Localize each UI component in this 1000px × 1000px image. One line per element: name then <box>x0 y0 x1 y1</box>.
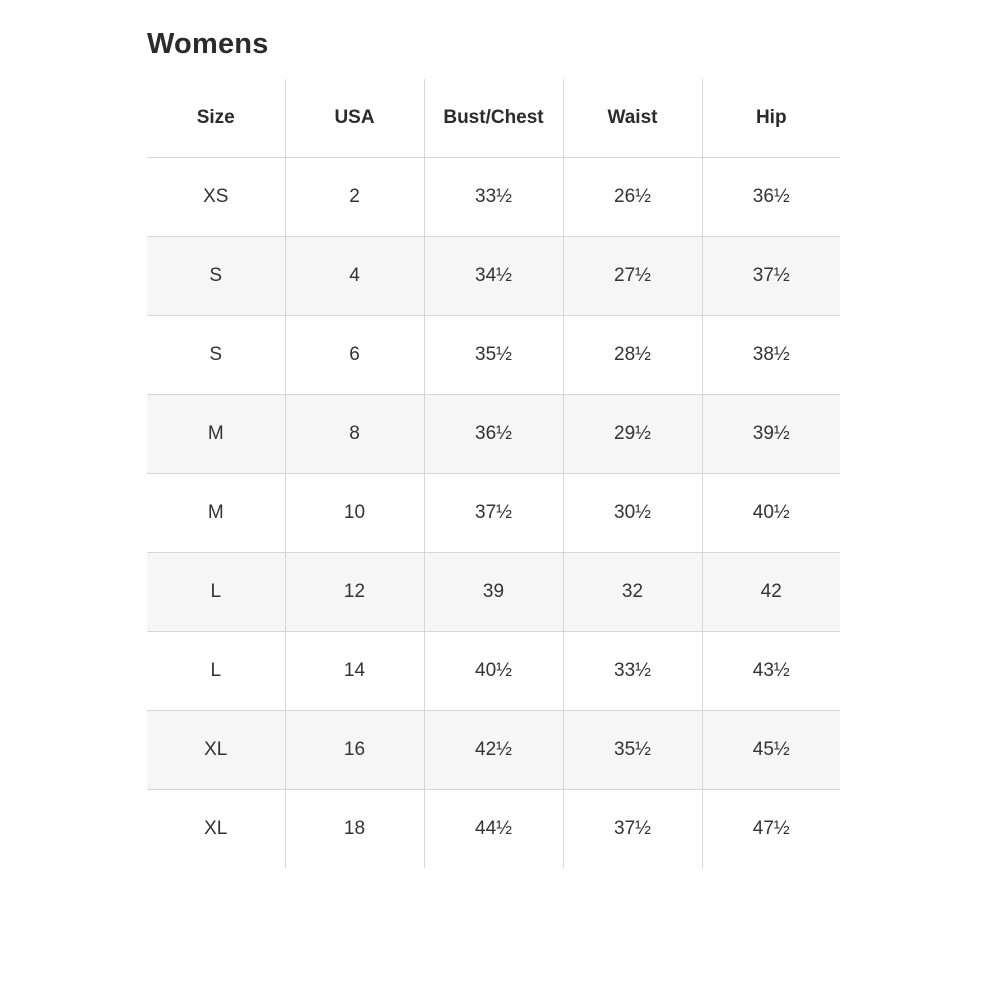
cell-bust-chest: 39 <box>424 553 563 632</box>
cell-bust-chest: 42½ <box>424 711 563 790</box>
table-row <box>147 237 840 316</box>
cell-waist: 29½ <box>563 395 702 474</box>
table-header-row <box>147 79 840 158</box>
cell-size: L <box>210 660 222 681</box>
cell-size: M <box>207 502 224 523</box>
cell-usa: 8 <box>285 395 424 474</box>
cell-hip: 37½ <box>702 237 840 316</box>
header-hip: Hip <box>702 79 840 158</box>
header-size: Size <box>147 79 285 158</box>
cell-size: L <box>147 553 285 632</box>
cell-size: S <box>209 344 223 365</box>
cell-waist: 28½ <box>563 316 702 395</box>
header-usa: USA <box>285 79 424 158</box>
header-bust-chest: Bust/Chest <box>424 79 563 158</box>
cell-hip: 42 <box>702 553 840 632</box>
cell-waist: 37½ <box>563 790 702 869</box>
page-title: Womens <box>147 28 269 60</box>
cell-hip: 40½ <box>702 474 840 553</box>
table-row <box>147 158 840 237</box>
cell-bust-chest: 36½ <box>424 395 563 474</box>
cell-usa: 18 <box>285 790 424 869</box>
cell-size: XS <box>203 186 229 207</box>
table-row <box>147 395 840 474</box>
cell-size: M <box>147 395 285 474</box>
size-chart-table <box>147 79 840 868</box>
cell-usa: 14 <box>285 632 424 711</box>
cell-waist: 33½ <box>563 632 702 711</box>
cell-usa: 12 <box>285 553 424 632</box>
cell-bust-chest: 37½ <box>424 474 563 553</box>
cell-usa: 6 <box>285 316 424 395</box>
cell-waist: 32 <box>563 553 702 632</box>
cell-hip: 43½ <box>702 632 840 711</box>
cell-size: XL <box>204 818 228 839</box>
cell-waist: 26½ <box>563 158 702 237</box>
cell-bust-chest: 44½ <box>424 790 563 869</box>
cell-bust-chest: 35½ <box>424 316 563 395</box>
cell-bust-chest: 40½ <box>424 632 563 711</box>
cell-waist: 27½ <box>563 237 702 316</box>
cell-hip: 39½ <box>702 395 840 474</box>
header-waist: Waist <box>563 79 702 158</box>
table-row <box>147 474 840 553</box>
cell-bust-chest: 33½ <box>424 158 563 237</box>
table-row <box>147 711 840 790</box>
table-row <box>147 553 840 632</box>
cell-hip: 45½ <box>702 711 840 790</box>
table-row <box>147 316 840 395</box>
cell-usa: 2 <box>285 158 424 237</box>
cell-size: S <box>147 237 285 316</box>
cell-hip: 38½ <box>702 316 840 395</box>
table-row <box>147 632 840 711</box>
cell-usa: 16 <box>285 711 424 790</box>
cell-hip: 36½ <box>702 158 840 237</box>
cell-waist: 35½ <box>563 711 702 790</box>
cell-hip: 47½ <box>702 790 840 869</box>
cell-bust-chest: 34½ <box>424 237 563 316</box>
cell-usa: 4 <box>285 237 424 316</box>
cell-usa: 10 <box>285 474 424 553</box>
cell-waist: 30½ <box>563 474 702 553</box>
cell-size: XL <box>147 711 285 790</box>
table-row <box>147 790 840 869</box>
